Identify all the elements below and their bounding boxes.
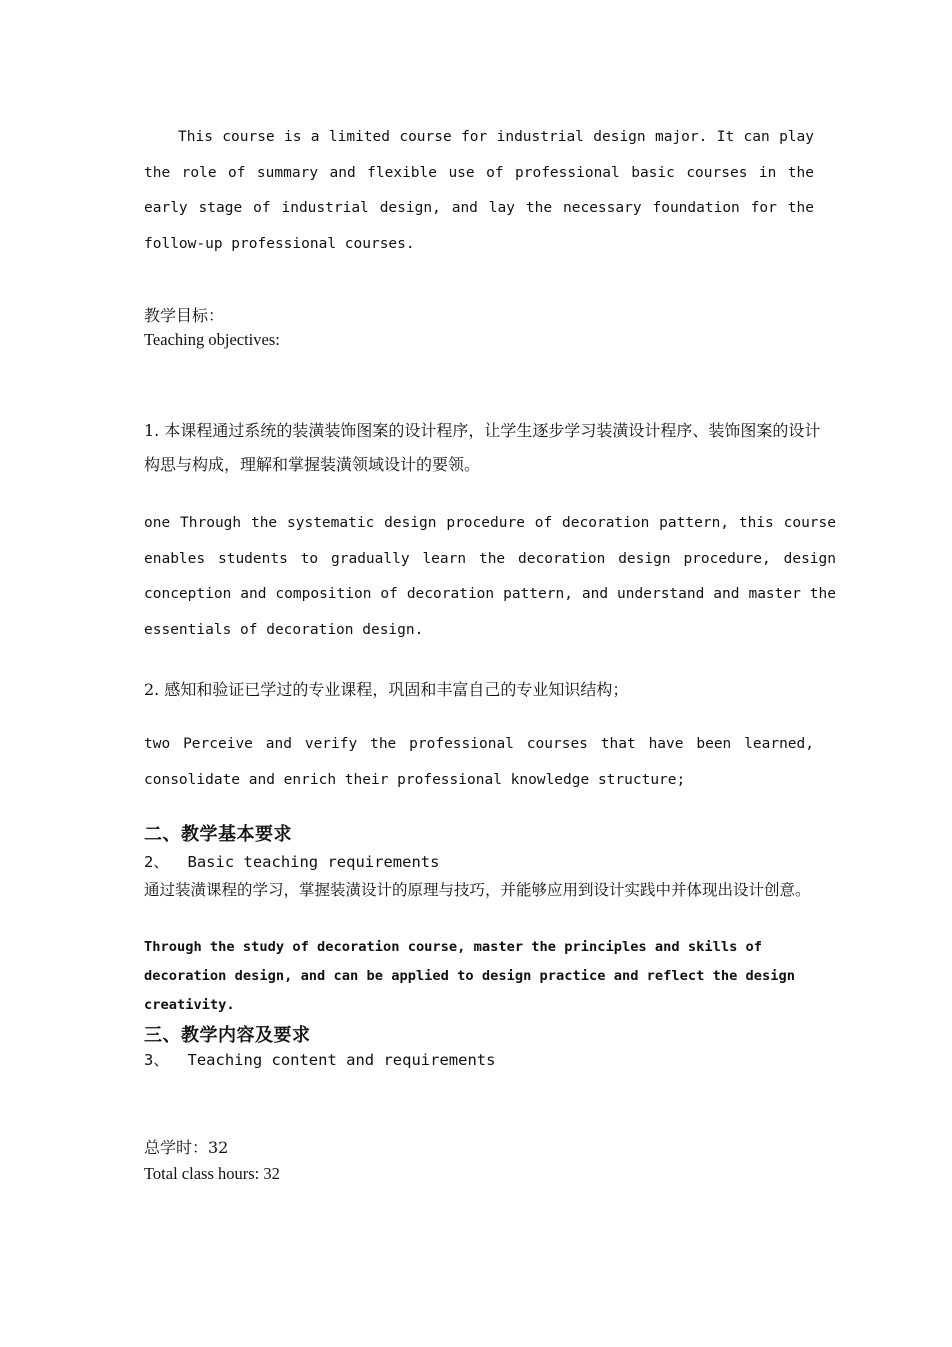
objectives-label-en: Teaching objectives: (144, 330, 280, 349)
objective-item-1-cn: 1. 本课程通过系统的装潢装饰图案的设计程序，让学生逐步学习装潢设计程序、装饰图案的设计构思与构成，理解和掌握装潢领域设计的要领。 (144, 421, 821, 474)
section-2-body-en: Through the study of decoration course, master the principles and skills of decoration design, and can be applied to design practice and reflect the design creativity. (144, 939, 796, 1013)
objectives-label-cn: 教学目标： (144, 306, 225, 325)
total-hours-cn: 总学时：32 (144, 1138, 229, 1157)
section-3-heading-cn: 三、教学内容及要求 (144, 1025, 311, 1046)
total-hours-en: Total class hours: 32 (144, 1164, 280, 1183)
intro-paragraph: This course is a limited course for industrial design major. It can play the role of summary and flexible use of professional basic courses in the early stage of industrial design, and lay the necessary foundation for the follow-up professional courses. (144, 129, 814, 252)
objective-item-2-en: two Perceive and verify the professional courses that have been learned, consolidate and enrich their professional knowledge structure; (144, 736, 814, 788)
section-2-heading-en: 2、 Basic teaching requirements (144, 853, 440, 871)
section-3-heading-en: 3、 Teaching content and requirements (144, 1051, 496, 1069)
section-2-heading-cn: 二、教学基本要求 (144, 824, 292, 845)
section-2-body-cn: 通过装潢课程的学习，掌握装潢设计的原理与技巧，并能够应用到设计实践中并体现出设计创意。 (144, 881, 811, 899)
objective-item-1-en: one Through the systematic design procedure of decoration pattern, this course enables students to gradually learn the decoration design procedure, design conception and composition of decoration pattern, and understand and master the essentials of decoration design. (144, 515, 836, 638)
objective-item-2-cn: 2. 感知和验证已学过的专业课程，巩固和丰富自己的专业知识结构； (144, 680, 629, 699)
